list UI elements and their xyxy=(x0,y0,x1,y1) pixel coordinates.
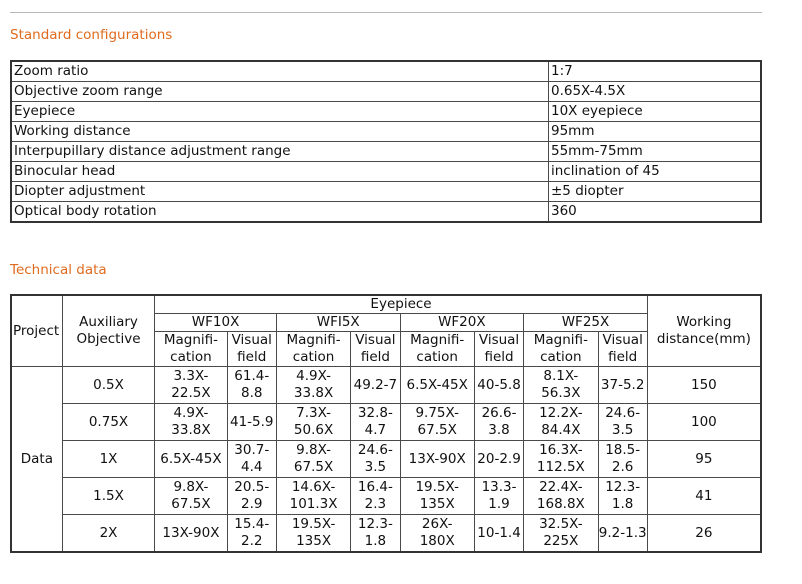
config-value: 1:7 xyxy=(549,61,762,82)
cell-line1: 9.75X- xyxy=(415,405,459,421)
config-value: 10X eyepiece xyxy=(549,102,762,122)
cell-line2: 3.5 xyxy=(611,422,634,438)
config-value: 95mm xyxy=(549,122,762,142)
cell-line2: 2.6 xyxy=(611,459,634,475)
cell-line1: 24.6- xyxy=(357,442,393,458)
table-cell xyxy=(524,515,598,553)
working-distance-value: 26 xyxy=(647,515,761,553)
cell-line2: 2.9 xyxy=(241,496,263,512)
working-distance-value: 95 xyxy=(647,441,761,478)
cell-line1: 19.5X- xyxy=(415,479,459,495)
cell-line1: 10-1.4 xyxy=(477,524,521,541)
config-value: 55mm-75mm xyxy=(549,142,762,162)
magnification-header-line2: cation xyxy=(540,349,582,365)
table-cell xyxy=(155,367,227,404)
table-cell xyxy=(400,404,474,441)
cell-line1: 26X- xyxy=(421,516,453,532)
top-divider xyxy=(10,12,762,13)
table-cell xyxy=(276,404,350,441)
cell-line1: 22.4X- xyxy=(539,479,583,495)
table-cell xyxy=(351,515,400,553)
cell-line2: 4.7 xyxy=(364,422,387,438)
visual-field-header xyxy=(351,332,400,367)
table-cell xyxy=(155,515,227,553)
table-cell xyxy=(400,367,474,404)
table-cell xyxy=(276,478,350,515)
table-cell xyxy=(155,441,227,478)
cell-line1: 20.5- xyxy=(234,479,270,495)
cell-line1: 3.3X- xyxy=(173,368,209,384)
cell-line2: 50.6X xyxy=(293,422,334,438)
table-cell xyxy=(400,441,474,478)
cell-line2: 112.5X xyxy=(536,459,585,475)
cell-line1: 12.2X- xyxy=(539,405,583,421)
cell-line1: 9.2-1.3 xyxy=(598,524,647,541)
table-row xyxy=(11,441,761,478)
cell-line2: 3.5 xyxy=(364,459,387,475)
table-row xyxy=(11,478,761,515)
cell-line1: 18.5- xyxy=(605,442,641,458)
table-cell xyxy=(598,441,647,478)
cell-line1: 37-5.2 xyxy=(600,376,645,393)
cell-line2: 4.4 xyxy=(241,459,263,475)
cell-line2: 101.3X xyxy=(289,496,338,512)
cell-line1: 30.7- xyxy=(234,442,270,458)
visual-field-header-line1: Visual xyxy=(355,332,396,348)
working-distance-value: 100 xyxy=(647,404,761,441)
config-value: inclination of 45 xyxy=(549,162,762,182)
table-cell xyxy=(474,367,523,404)
config-key: Optical body rotation xyxy=(11,202,549,223)
visual-field-header-line1: Visual xyxy=(231,332,272,348)
working-header-line1: Working xyxy=(676,314,732,330)
visual-field-header xyxy=(227,332,276,367)
magnification-header-line1: Magnifi- xyxy=(286,332,341,348)
cell-line1: 12.3- xyxy=(605,479,641,495)
config-key: Eyepiece xyxy=(11,102,549,122)
cell-line1: 16.3X- xyxy=(539,442,583,458)
cell-line2: 8.8 xyxy=(241,385,263,401)
magnification-header xyxy=(524,332,598,367)
config-value: ±5 diopter xyxy=(549,182,762,202)
config-value: 0.65X-4.5X xyxy=(549,82,762,102)
cell-line1: 4.9X- xyxy=(173,405,209,421)
auxiliary-value: 0.75X xyxy=(62,404,154,441)
table-cell xyxy=(276,515,350,553)
cell-line2: 1.9 xyxy=(488,496,510,512)
cell-line1: 9.8X- xyxy=(296,442,332,458)
table-cell xyxy=(276,441,350,478)
eyepiece-name: WF10X xyxy=(155,314,277,332)
table-cell xyxy=(598,515,647,553)
working-header-line2: distance(mm) xyxy=(656,331,751,347)
config-key: Objective zoom range xyxy=(11,82,549,102)
cell-line2: 22.5X xyxy=(171,385,211,401)
magnification-header xyxy=(400,332,474,367)
cell-line2: 33.8X xyxy=(293,385,334,401)
auxiliary-value: 0.5X xyxy=(62,367,154,404)
config-row xyxy=(11,142,761,162)
magnification-header-line2: cation xyxy=(292,349,335,365)
cell-line1: 26.6- xyxy=(481,405,517,421)
table-cell xyxy=(598,367,647,404)
cell-line1: 12.3- xyxy=(357,516,393,532)
cell-line1: 8.1X- xyxy=(543,368,579,384)
cell-line1: 24.6- xyxy=(605,405,641,421)
auxiliary-header-line2: Objective xyxy=(76,331,141,347)
config-key: Working distance xyxy=(11,122,549,142)
cell-line2: 135X xyxy=(419,496,455,512)
cell-line2: 67.5X xyxy=(171,496,211,512)
cell-line1: 32.8- xyxy=(357,405,393,421)
cell-line2: 3.8 xyxy=(488,422,510,438)
cell-line1: 20-2.9 xyxy=(477,450,521,467)
cell-line2: 2.3 xyxy=(364,496,387,512)
config-key: Diopter adjustment xyxy=(11,182,549,202)
config-key: Interpupillary distance adjustment range xyxy=(11,142,549,162)
visual-field-header-line2: field xyxy=(360,349,390,365)
table-cell xyxy=(227,478,276,515)
cell-line1: 13X-90X xyxy=(162,524,220,541)
cell-line1: 9.8X- xyxy=(173,479,209,495)
table-cell xyxy=(351,478,400,515)
technical-data-table xyxy=(10,294,762,553)
visual-field-header-line1: Visual xyxy=(478,332,520,348)
visual-field-header-line2: field xyxy=(484,349,514,365)
cell-line1: 61.4- xyxy=(234,368,270,384)
auxiliary-value: 1X xyxy=(62,441,154,478)
config-key: Binocular head xyxy=(11,162,549,182)
visual-field-header-line2: field xyxy=(608,349,638,365)
cell-line1: 32.5X- xyxy=(539,516,583,532)
visual-field-header-line1: Visual xyxy=(602,332,643,348)
table-cell xyxy=(276,367,350,404)
cell-line1: 7.3X- xyxy=(296,405,332,421)
visual-field-header-line2: field xyxy=(237,349,267,365)
working-distance-value: 41 xyxy=(647,478,761,515)
auxiliary-objective-header xyxy=(62,295,154,367)
cell-line2: 1.8 xyxy=(611,496,634,512)
table-cell xyxy=(155,478,227,515)
cell-line1: 13.3- xyxy=(481,479,517,495)
standard-config-title: Standard configurations xyxy=(10,27,173,43)
eyepiece-header: Eyepiece xyxy=(155,295,648,314)
table-cell xyxy=(474,404,523,441)
cell-line2: 33.8X xyxy=(171,422,211,438)
table-cell xyxy=(155,404,227,441)
working-distance-value: 150 xyxy=(647,367,761,404)
eyepiece-name: WF20X xyxy=(400,314,524,332)
config-key: Zoom ratio xyxy=(11,61,549,82)
magnification-header xyxy=(276,332,350,367)
config-row xyxy=(11,61,761,82)
table-cell xyxy=(351,404,400,441)
cell-line1: 6.5X-45X xyxy=(160,450,222,467)
magnification-header-line1: Magnifi- xyxy=(410,332,465,348)
magnification-header xyxy=(155,332,227,367)
table-row xyxy=(11,404,761,441)
config-row xyxy=(11,82,761,102)
cell-line1: 19.5X- xyxy=(291,516,336,532)
config-row xyxy=(11,162,761,182)
cell-line2: 225X xyxy=(543,533,579,549)
table-cell xyxy=(227,367,276,404)
magnification-header-line2: cation xyxy=(170,349,212,365)
cell-line1: 6.5X-45X xyxy=(406,376,468,393)
magnification-header-line2: cation xyxy=(416,349,458,365)
magnification-header-line1: Magnifi- xyxy=(533,332,588,348)
config-row xyxy=(11,122,761,142)
table-cell xyxy=(524,404,598,441)
cell-line1: 49.2-7 xyxy=(353,376,398,393)
working-distance-header xyxy=(647,295,761,367)
cell-line2: 67.5X xyxy=(293,459,334,475)
standard-config-table xyxy=(10,60,762,223)
eyepiece-name: WF25X xyxy=(524,314,648,332)
cell-line2: 67.5X xyxy=(417,422,457,438)
table-cell xyxy=(227,404,276,441)
table-row xyxy=(11,367,761,404)
table-cell xyxy=(227,441,276,478)
config-value: 360 xyxy=(549,202,762,223)
config-row xyxy=(11,202,761,223)
cell-line1: 4.9X- xyxy=(296,368,332,384)
table-cell xyxy=(400,515,474,553)
cell-line2: 180X xyxy=(419,533,455,549)
table-cell xyxy=(524,441,598,478)
config-row xyxy=(11,182,761,202)
table-cell xyxy=(474,515,523,553)
cell-line2: 56.3X xyxy=(541,385,581,401)
cell-line2: 168.8X xyxy=(536,496,585,512)
table-cell xyxy=(400,478,474,515)
table-cell xyxy=(227,515,276,553)
visual-field-header xyxy=(598,332,647,367)
cell-line2: 84.4X xyxy=(541,422,581,438)
eyepiece-name: WFI5X xyxy=(276,314,400,332)
auxiliary-header-line1: Auxiliary xyxy=(79,314,138,330)
table-cell xyxy=(351,441,400,478)
table-cell xyxy=(524,367,598,404)
auxiliary-value: 2X xyxy=(62,515,154,553)
cell-line2: 1.8 xyxy=(364,533,387,549)
cell-line1: 40-5.8 xyxy=(477,376,521,393)
cell-line1: 16.4- xyxy=(357,479,393,495)
table-row xyxy=(11,515,761,553)
cell-line2: 135X xyxy=(296,533,332,549)
config-row xyxy=(11,102,761,122)
table-cell xyxy=(474,441,523,478)
magnification-header-line1: Magnifi- xyxy=(163,332,219,348)
cell-line1: 41-5.9 xyxy=(229,413,274,430)
table-cell xyxy=(524,478,598,515)
project-header: Project xyxy=(11,295,62,367)
cell-line1: 15.4- xyxy=(234,516,270,532)
cell-line2: 2.2 xyxy=(241,533,263,549)
table-cell xyxy=(598,404,647,441)
visual-field-header xyxy=(474,332,523,367)
cell-line1: 13X-90X xyxy=(408,450,466,467)
table-cell xyxy=(598,478,647,515)
table-cell xyxy=(351,367,400,404)
technical-data-title: Technical data xyxy=(10,262,107,278)
table-cell xyxy=(474,478,523,515)
auxiliary-value: 1.5X xyxy=(62,478,154,515)
data-label: Data xyxy=(11,367,62,553)
cell-line1: 14.6X- xyxy=(291,479,336,495)
